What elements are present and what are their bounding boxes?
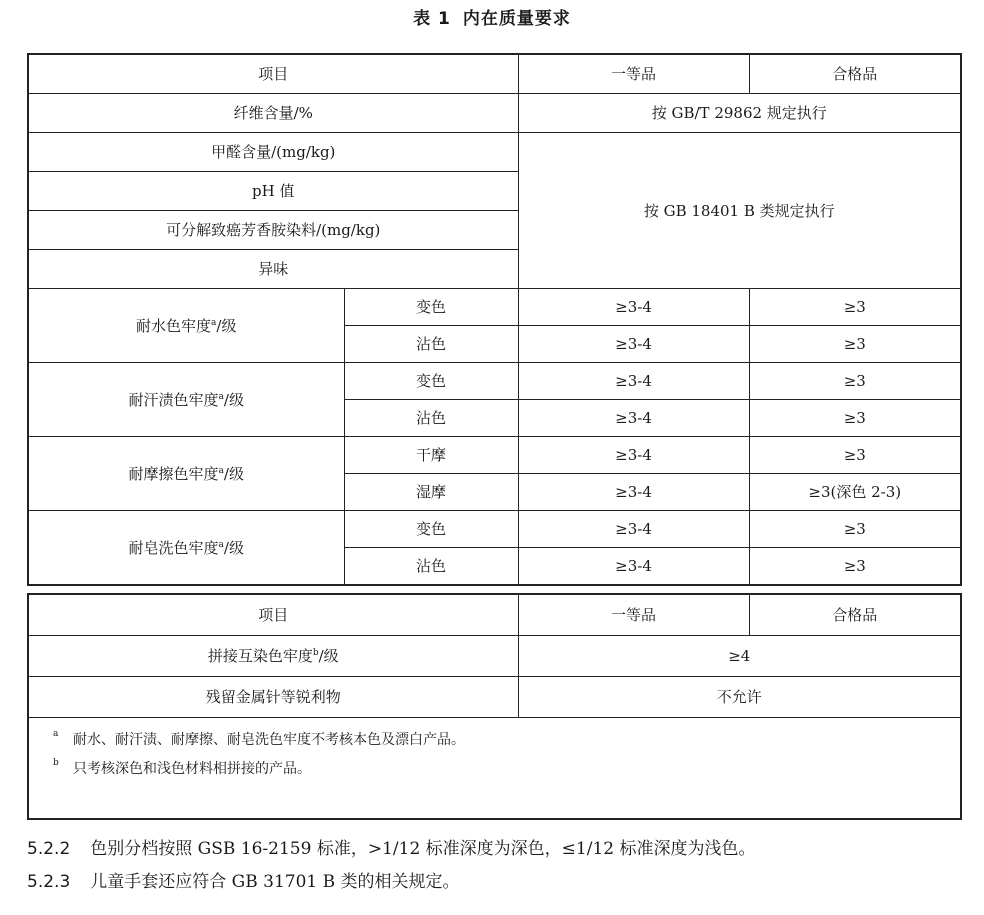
table-title	[0, 4, 984, 29]
clause-text: 色别分档按照 GSB 16-2159 标准，>1/12 标准深度为深色，≤1/12 标准深度为浅色。	[90, 839, 756, 859]
header-grade-qualified: 合格品	[749, 594, 961, 636]
table-number: 表 1	[413, 9, 451, 29]
table-row	[28, 363, 961, 400]
cell-grade-first: ≥3-4	[518, 400, 749, 437]
cell-grade-qualified: ≥3	[749, 437, 961, 474]
row-label-perspiration-fastness: 耐汗渍色牢度$^a$/级	[28, 363, 344, 437]
cell-grade-qualified: ≥3	[749, 326, 961, 363]
table-row	[28, 636, 961, 677]
row-value-sharp-objects: 不允许	[518, 677, 961, 718]
cell-grade-qualified: ≥3(深色 2-3)	[749, 474, 961, 511]
cell-grade-qualified: ≥3	[749, 400, 961, 437]
table-row	[28, 94, 961, 133]
row-label-ph: pH 值	[28, 172, 518, 211]
quality-requirements-table-continued	[27, 593, 962, 820]
cell-grade-qualified: ≥3	[749, 363, 961, 400]
cell-grade-first: ≥3-4	[518, 289, 749, 326]
row-label-azo-dyes: 可分解致癌芳香胺染料/(mg/kg)	[28, 211, 518, 250]
cell-grade-first: ≥3-4	[518, 511, 749, 548]
sub-label: 干摩	[344, 437, 518, 474]
cell-grade-first: ≥3-4	[518, 326, 749, 363]
cell-grade-first: ≥3-4	[518, 437, 749, 474]
header-item: 项目	[28, 54, 518, 94]
header-grade-first: 一等品	[518, 54, 749, 94]
clause-number: 5.2.2	[27, 839, 71, 859]
table-notes	[28, 718, 961, 820]
table-row	[28, 289, 961, 326]
sub-label: 变色	[344, 363, 518, 400]
table-header-row	[28, 594, 961, 636]
cell-grade-qualified: ≥3	[749, 289, 961, 326]
row-label-water-fastness: 耐水色牢度$^a$/级	[28, 289, 344, 363]
header-grade-first: 一等品	[518, 594, 749, 636]
cell-grade-qualified: ≥3	[749, 511, 961, 548]
footnote-a: a 耐水、耐汗渍、耐摩擦、耐皂洗色牢度不考核本色及漂白产品。	[53, 729, 465, 748]
row-label-soaping-fastness: 耐皂洗色牢度$^a$/级	[28, 511, 344, 586]
row-value-fiber: 按 GB/T 29862 规定执行	[518, 94, 961, 133]
cell-grade-qualified: ≥3	[749, 548, 961, 586]
table-header-row	[28, 54, 961, 94]
row-label-rubbing-fastness: 耐摩擦色牢度$^a$/级	[28, 437, 344, 511]
row-label-formaldehyde: 甲醛含量/(mg/kg)	[28, 133, 518, 172]
cell-grade-first: ≥3-4	[518, 548, 749, 586]
clause-text: 儿童手套还应符合 GB 31701 B 类的相关规定。	[90, 872, 460, 892]
cell-grade-first: ≥3-4	[518, 363, 749, 400]
row-label-odor: 异味	[28, 250, 518, 289]
table-notes-row	[28, 718, 961, 820]
footnote-b: b 只考核深色和浅色材料相拼接的产品。	[53, 758, 311, 777]
sub-label: 变色	[344, 289, 518, 326]
row-label-fiber: 纤维含量/%	[28, 94, 518, 133]
table-row	[28, 677, 961, 718]
sub-label: 沾色	[344, 326, 518, 363]
sub-label: 沾色	[344, 548, 518, 586]
row-value-splice-fastness: ≥4	[518, 636, 961, 677]
clause-5-2-2	[27, 833, 755, 866]
table-row	[28, 437, 961, 474]
sub-label: 沾色	[344, 400, 518, 437]
row-label-splice-fastness: 拼接互染色牢度$^b$/级	[28, 636, 518, 677]
clause-5-2-3	[27, 866, 755, 899]
header-item: 项目	[28, 594, 518, 636]
clauses	[27, 833, 755, 899]
row-label-sharp-objects: 残留金属针等锐利物	[28, 677, 518, 718]
clause-number: 5.2.3	[27, 872, 71, 892]
sub-label: 湿摩	[344, 474, 518, 511]
sub-label: 变色	[344, 511, 518, 548]
table-caption: 内在质量要求	[462, 9, 571, 29]
table-row	[28, 133, 961, 172]
header-grade-qualified: 合格品	[749, 54, 961, 94]
row-value-gb18401: 按 GB 18401 B 类规定执行	[518, 133, 961, 289]
cell-grade-first: ≥3-4	[518, 474, 749, 511]
table-row	[28, 511, 961, 548]
quality-requirements-table	[27, 53, 962, 586]
